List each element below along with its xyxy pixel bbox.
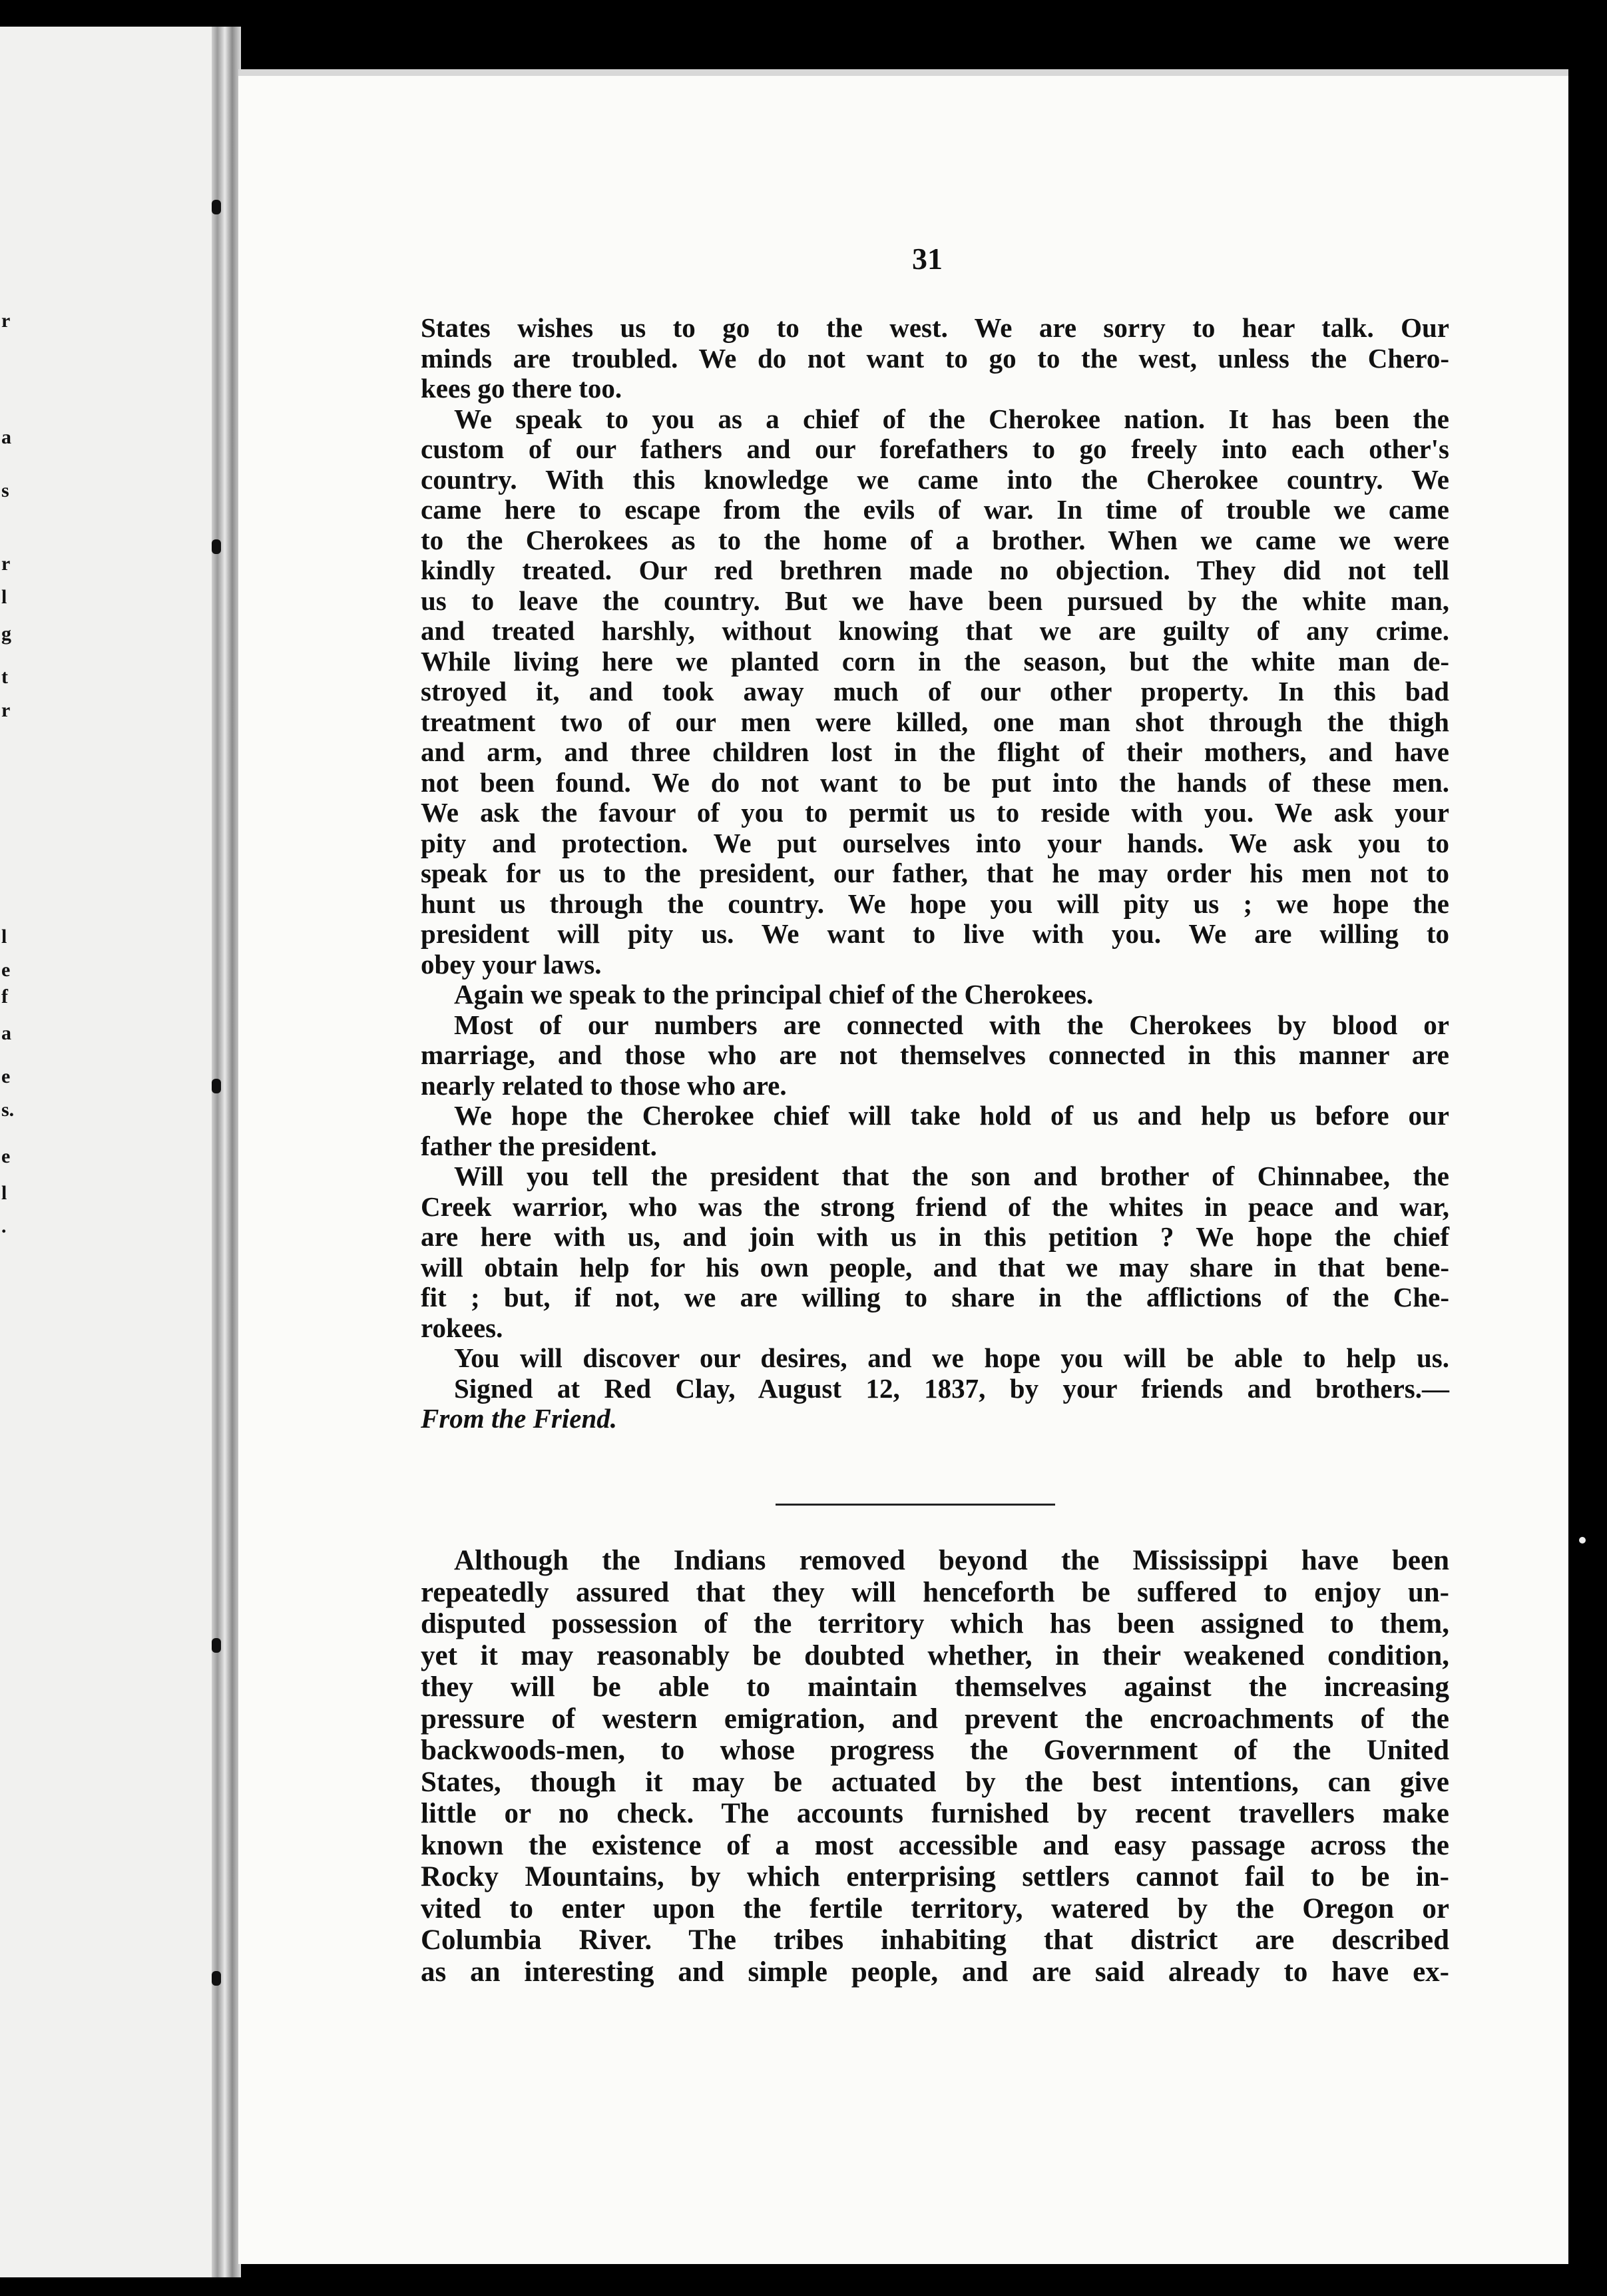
- text-line: nearly related to those who are.: [421, 1069, 787, 1101]
- text-line: marriage, and those who are not themselves connected in this manner are: [421, 1039, 1449, 1070]
- left-margin-letter: f: [1, 986, 8, 1007]
- scan-mark: [1579, 1537, 1586, 1544]
- text-line: We speak to you as a chief of the Cherokee nation. It has been the: [454, 403, 1449, 434]
- text-line: are here with us, and join with us in this petition ? We hope the chief: [421, 1221, 1449, 1252]
- left-margin-letter: l: [1, 586, 7, 608]
- text-line: backwoods-men, to whose progress the Government of the United: [421, 1735, 1449, 1766]
- text-line: obey your laws.: [421, 948, 602, 980]
- book-gutter: [212, 27, 241, 2277]
- text-line: Creek warrior, who was the strong friend of the whites in peace and war,: [421, 1191, 1449, 1222]
- text-line: hunt us through the country. We hope you will pity us ; we hope the: [421, 888, 1449, 919]
- page-number: 31: [912, 242, 943, 276]
- text-line: minds are troubled. We do not want to go to the west, unless the Chero-: [421, 342, 1449, 374]
- text-line: Will you tell the president that the son and brother of Chinnabee, the: [454, 1161, 1449, 1191]
- text-line: We ask the favour of you to permit us to reside with you. We ask your: [421, 797, 1449, 828]
- left-margin-letter: a: [1, 1022, 11, 1044]
- section-divider: [776, 1504, 1055, 1506]
- text-line: Rocky Mountains, by which enterprising settlers cannot fail to be in-: [421, 1861, 1449, 1892]
- left-margin-letter: l: [1, 926, 7, 948]
- text-line: vited to enter upon the fertile territory, watered by the Oregon or: [421, 1892, 1449, 1924]
- text-line: came here to escape from the evils of war. In time of trouble we came: [421, 494, 1449, 525]
- text-line: known the existence of a most accessible and easy passage across the: [421, 1829, 1449, 1861]
- left-margin-letter: s: [1, 479, 9, 501]
- text-line: and arm, and three children lost in the flight of their mothers, and have: [421, 736, 1449, 767]
- text-line: rokees.: [421, 1312, 503, 1343]
- left-margin-letter: a: [1, 426, 11, 448]
- left-margin-letter: r: [1, 310, 11, 332]
- text-line: and treated harshly, without knowing that we are guilty of any crime.: [421, 615, 1449, 646]
- text-line: speak for us to the president, our father, that he may order his men not to: [421, 858, 1449, 888]
- text-line: Columbia River. The tribes inhabiting that district are described: [421, 1924, 1449, 1956]
- text-line: States, though it may be actuated by the best intentions, can give: [421, 1766, 1449, 1798]
- text-line: to the Cherokees as to the home of a brother. When we came we were: [421, 524, 1449, 555]
- left-margin-letters: [0, 27, 20, 2277]
- text-line: treatment two of our men were killed, one man shot through the thigh: [421, 706, 1449, 737]
- text-line: country. With this knowledge we came into the Cherokee country. We: [421, 463, 1449, 495]
- text-line: will obtain help for his own people, and that we may share in that bene-: [421, 1251, 1449, 1283]
- binding-hole: [212, 1079, 221, 1093]
- text-line: You will discover our desires, and we hope you will be able to help us.: [454, 1342, 1449, 1373]
- text-line: not been found. We do not want to be put into the hands of these men.: [421, 766, 1449, 798]
- left-margin-letter: e: [1, 1145, 11, 1167]
- text-line: We hope the Cherokee chief will take hold of us and help us before our: [454, 1100, 1449, 1131]
- source-attribution: From the Friend.: [421, 1403, 618, 1434]
- page-top-shadow: [238, 69, 1568, 76]
- left-margin-letter: e: [1, 959, 11, 981]
- text-line: Again we speak to the principal chief of the Cherokees.: [454, 979, 1094, 1009]
- left-page-edge: [0, 27, 220, 2277]
- left-margin-letter: s.: [1, 1099, 15, 1121]
- left-margin-letter: t: [1, 666, 8, 688]
- left-margin-letter: g: [1, 623, 11, 645]
- text-line: father the president.: [421, 1130, 657, 1161]
- text-line: pressure of western emigration, and prevent the encroachments of the: [421, 1703, 1449, 1735]
- text-line: States wishes us to go to the west. We are sorry to hear talk. Our: [421, 312, 1449, 343]
- text-line: Signed at Red Clay, August 12, 1837, by your friends and brothers.—: [454, 1372, 1449, 1404]
- left-margin-letter: r: [1, 553, 11, 575]
- text-line: Although the Indians removed beyond the Mississippi have been: [454, 1545, 1449, 1576]
- binding-hole: [212, 1638, 221, 1653]
- binding-hole: [212, 1971, 221, 1986]
- essay-text: [421, 1545, 1449, 1988]
- text-line: kindly treated. Our red brethren made no objection. They did not tell: [421, 555, 1449, 585]
- petition-text: [421, 313, 1449, 1434]
- text-line: repeatedly assured that they will henceforth be suffered to enjoy un-: [421, 1576, 1449, 1608]
- left-margin-letter: e: [1, 1065, 11, 1087]
- text-line: kees go there too.: [421, 373, 622, 404]
- left-margin-letter: r: [1, 699, 11, 721]
- text-line: fit ; but, if not, we are willing to share in the afflictions of the Che-: [421, 1282, 1449, 1312]
- text-line: president will pity us. We want to live with you. We are willing to: [421, 918, 1449, 949]
- text-line: custom of our fathers and our forefathers to go freely into each other's: [421, 433, 1449, 464]
- left-margin-letter: .: [1, 1215, 7, 1237]
- text-line: disputed possession of the territory which has been assigned to them,: [421, 1608, 1449, 1639]
- text-line: Most of our numbers are connected with the Cherokees by blood or: [454, 1009, 1449, 1040]
- text-line: pity and protection. We put ourselves into your hands. We ask you to: [421, 827, 1449, 858]
- binding-hole: [212, 200, 221, 214]
- text-line: stroyed it, and took away much of our other property. In this bad: [421, 676, 1449, 707]
- binding-hole: [212, 539, 221, 554]
- text-line: they will be able to maintain themselves against the increasing: [421, 1671, 1449, 1703]
- text-line: yet it may reasonably be doubted whether, in their weakened condition,: [421, 1639, 1449, 1671]
- text-line: While living here we planted corn in the season, but the white man de-: [421, 645, 1449, 677]
- text-line: little or no check. The accounts furnished by recent travellers make: [421, 1798, 1449, 1829]
- text-line: as an interesting and simple people, and are said already to have ex-: [421, 1956, 1449, 1988]
- text-line: us to leave the country. But we have been pursued by the white man,: [421, 585, 1449, 616]
- left-margin-letter: l: [1, 1182, 7, 1204]
